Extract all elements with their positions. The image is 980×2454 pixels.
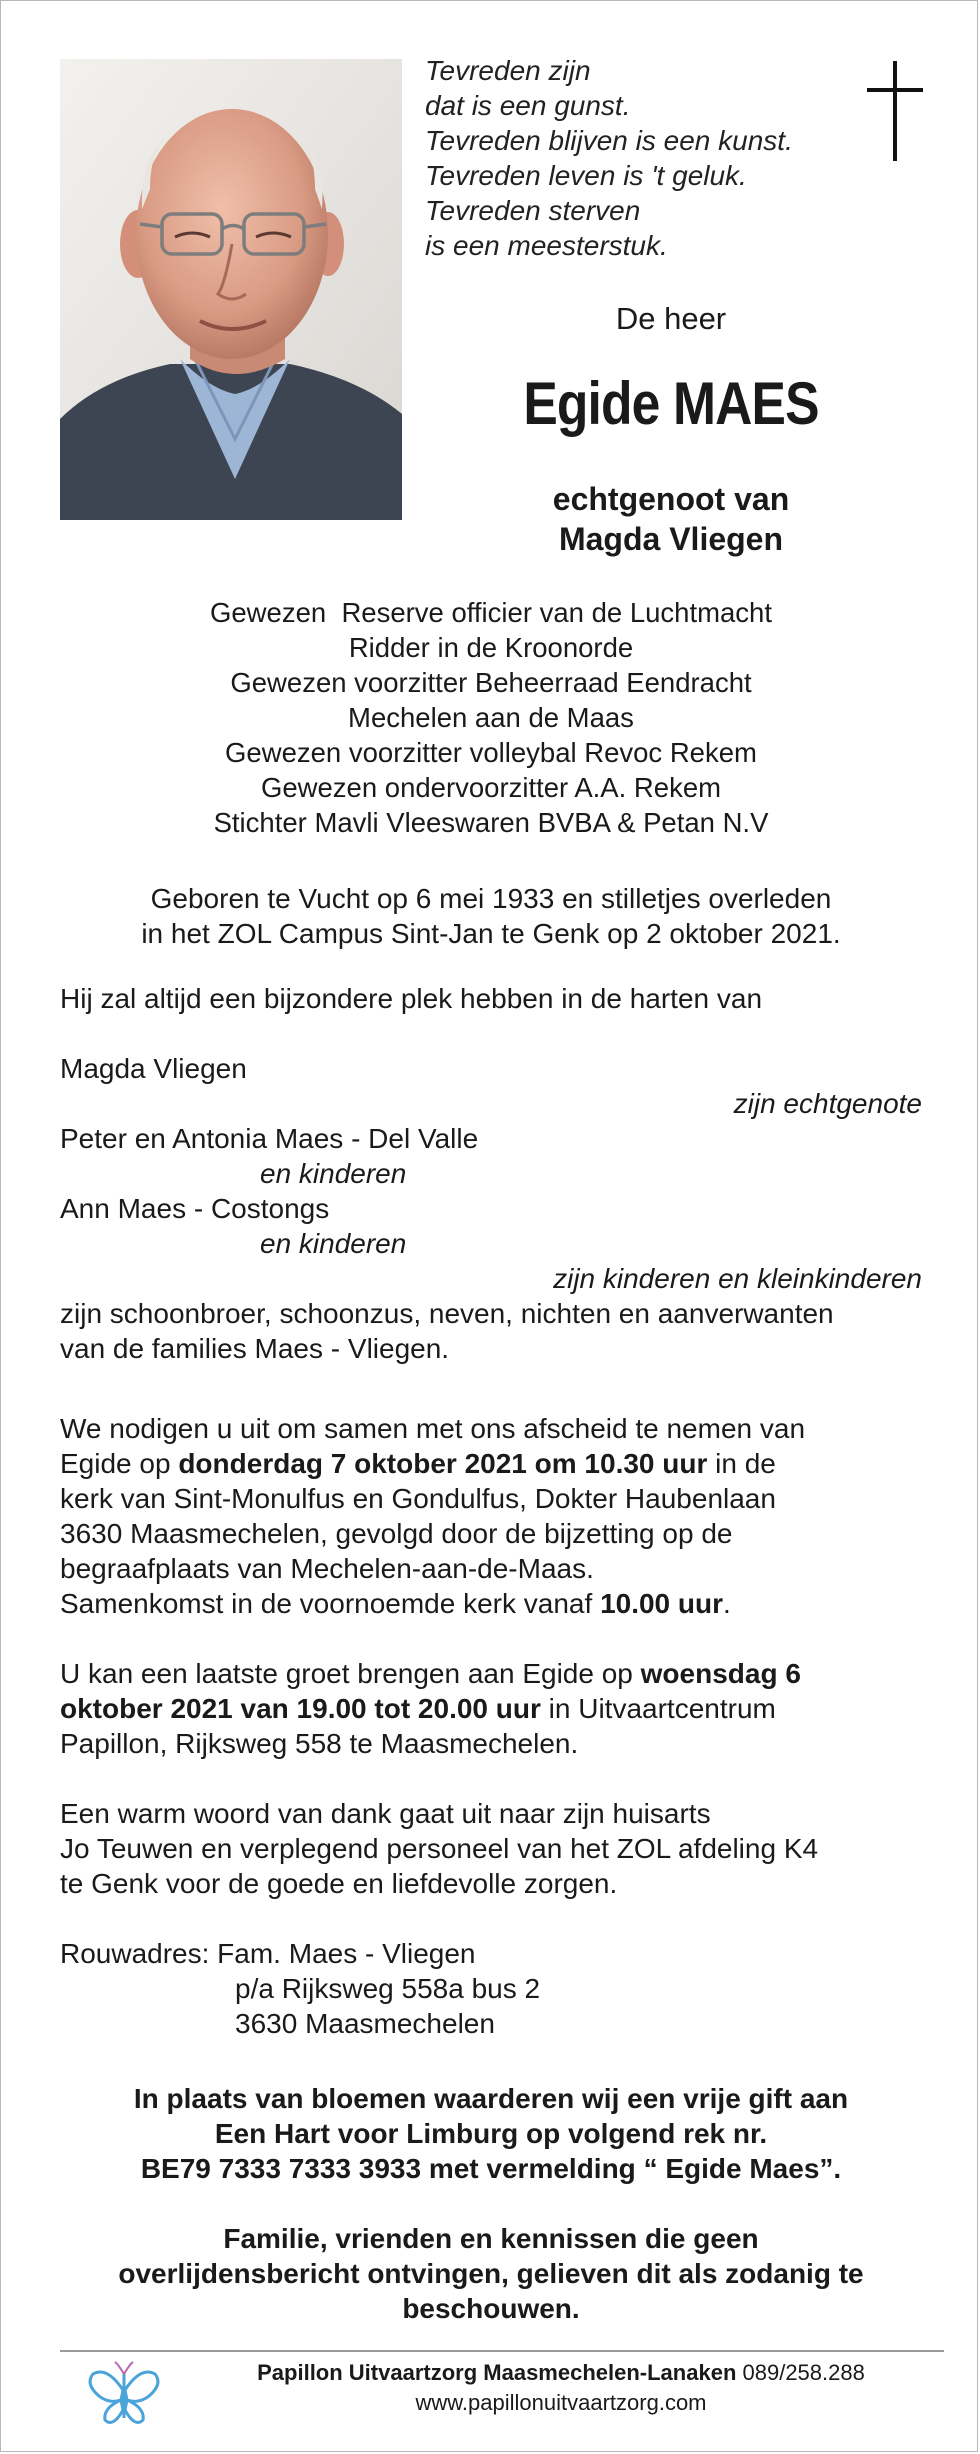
funeral-home-phone: 089/258.288 (736, 2360, 865, 2385)
portrait-photo (60, 59, 402, 520)
funeral-line (60, 1586, 922, 1621)
thanks-line: Jo Teuwen en verplegend personeel van het ZOL afdeling K4 (60, 1833, 819, 1864)
notice-text (60, 2221, 922, 2326)
honorific: De heer (615, 301, 727, 336)
funeral-date: donderdag 7 oktober 2021 om 10.30 uur (178, 1448, 708, 1479)
visit-text: U kan een laatste groet brengen aan Egide op (60, 1658, 641, 1689)
titles-list (60, 595, 922, 840)
portrait-image (60, 59, 402, 520)
gift-request (60, 2081, 922, 2186)
spouse-info (431, 479, 911, 559)
funeral-home (181, 2359, 941, 2387)
address-line: Rouwadres: Fam. Maes - Vliegen (60, 1938, 476, 1969)
child-sub: en kinderen (260, 1158, 407, 1189)
death-line: in het ZOL Campus Sint-Jan te Genk op 2 oktober 2021. (141, 918, 841, 949)
children-role: zijn kinderen en kleinkinderen (553, 1263, 922, 1294)
thanks-line: te Genk voor de goede en liefdevolle zorgen. (60, 1868, 618, 1899)
address-line: 3630 Maasmechelen (235, 2008, 495, 2039)
funeral-home-website[interactable]: www.papillonuitvaartzorg.com (415, 2390, 707, 2415)
funeral-section (60, 1411, 922, 1621)
title-item: Gewezen voorzitter volleybal Revoc Rekem (225, 737, 757, 768)
poem (425, 53, 855, 263)
mourning-address (60, 1936, 922, 2041)
spouse-name: Magda Vliegen (558, 521, 784, 557)
title-item: Gewezen ondervoorzitter A.A. Rekem (260, 772, 722, 803)
spouse-line: echtgenoot van (552, 481, 790, 517)
title-item: Ridder in de Kroonorde (348, 632, 634, 663)
poem-line: dat is een gunst. (425, 90, 631, 121)
poem-line: is een meesterstuk. (425, 230, 668, 261)
footer-divider (60, 2350, 944, 2352)
child-name: Peter en Antonia Maes - Del Valle (60, 1123, 479, 1154)
birth-death-info (60, 881, 922, 951)
visit-line (60, 1656, 922, 1691)
funeral-text: Egide op (60, 1448, 179, 1479)
funeral-line (60, 1446, 922, 1481)
gift-line: BE79 7333 7333 3933 met vermelding “ Egide Maes”. (140, 2153, 842, 2184)
visit-date: oktober 2021 van 19.00 tot 20.00 uur (60, 1693, 541, 1724)
families-line: van de families Maes - Vliegen. (60, 1333, 450, 1364)
visit-date: woensdag 6 (640, 1658, 801, 1689)
spouse-name: Magda Vliegen (60, 1053, 247, 1084)
title-item: Gewezen voorzitter Beheerraad Eendracht (230, 667, 752, 698)
title-item: Gewezen Reserve officier van de Luchtmacht (209, 597, 772, 628)
visitation-section (60, 1656, 922, 1761)
funeral-line: kerk van Sint-Monulfus en Gondulfus, Dokter Haubenlaan (60, 1483, 776, 1514)
butterfly-logo-icon (85, 2360, 163, 2430)
gift-line: In plaats van bloemen waarderen wij een vrije gift aan (133, 2083, 849, 2114)
poem-line: Tevreden blijven is een kunst. (425, 125, 793, 156)
poem-line: Tevreden zijn (425, 55, 591, 86)
funeral-line: begraafplaats van Mechelen-aan-de-Maas. (60, 1553, 594, 1584)
funeral-line: 3630 Maasmechelen, gevolgd door de bijzetting op de (60, 1518, 733, 1549)
gift-line: Een Hart voor Limburg op volgend rek nr. (214, 2118, 768, 2149)
spouse-role: zijn echtgenote (733, 1088, 922, 1119)
title-item: Stichter Mavli Vleeswaren BVBA & Petan N.V (213, 807, 769, 838)
deceased-name: Egide MAES (523, 370, 819, 437)
notice-line: overlijdensbericht ontvingen, gelieven dit als zodanig te (118, 2258, 864, 2289)
funeral-text: . (723, 1588, 731, 1619)
child-name: Ann Maes - Costongs (60, 1193, 330, 1224)
funeral-line: We nodigen u uit om samen met ons afscheid te nemen van (60, 1413, 806, 1444)
visit-line (60, 1691, 922, 1726)
other-relatives: zijn schoonbroer, schoonzus, neven, nichten en aanverwanten (60, 1298, 834, 1329)
title-item: Mechelen aan de Maas (348, 702, 634, 733)
poem-line: Tevreden leven is 't geluk. (425, 160, 747, 191)
visit-line: Papillon, Rijksweg 558 te Maasmechelen. (60, 1728, 579, 1759)
birth-line: Geboren te Vucht op 6 mei 1933 en stilletjes overleden (150, 883, 832, 914)
poem-line: Tevreden sterven (425, 195, 641, 226)
gathering-time: 10.00 uur (600, 1588, 724, 1619)
address-line: p/a Rijksweg 558a bus 2 (235, 1973, 541, 2004)
visit-text: in Uitvaartcentrum (540, 1693, 776, 1724)
family-section (60, 981, 922, 1366)
funeral-home-name: Papillon Uitvaartzorg Maasmechelen-Lanaken (257, 2360, 737, 2385)
notice-line: beschouwen. (402, 2293, 580, 2324)
child-sub: en kinderen (260, 1228, 407, 1259)
family-intro: Hij zal altijd een bijzondere plek hebben in de harten van (60, 983, 763, 1014)
thanks-line: Een warm woord van dank gaat uit naar zijn huisarts (60, 1798, 711, 1829)
thanks-section (60, 1796, 922, 1901)
funeral-text: in de (707, 1448, 776, 1479)
funeral-text: Samenkomst in de voornoemde kerk vanaf (60, 1588, 601, 1619)
cross-icon (867, 61, 923, 161)
notice-line: Familie, vrienden en kennissen die geen (223, 2223, 759, 2254)
